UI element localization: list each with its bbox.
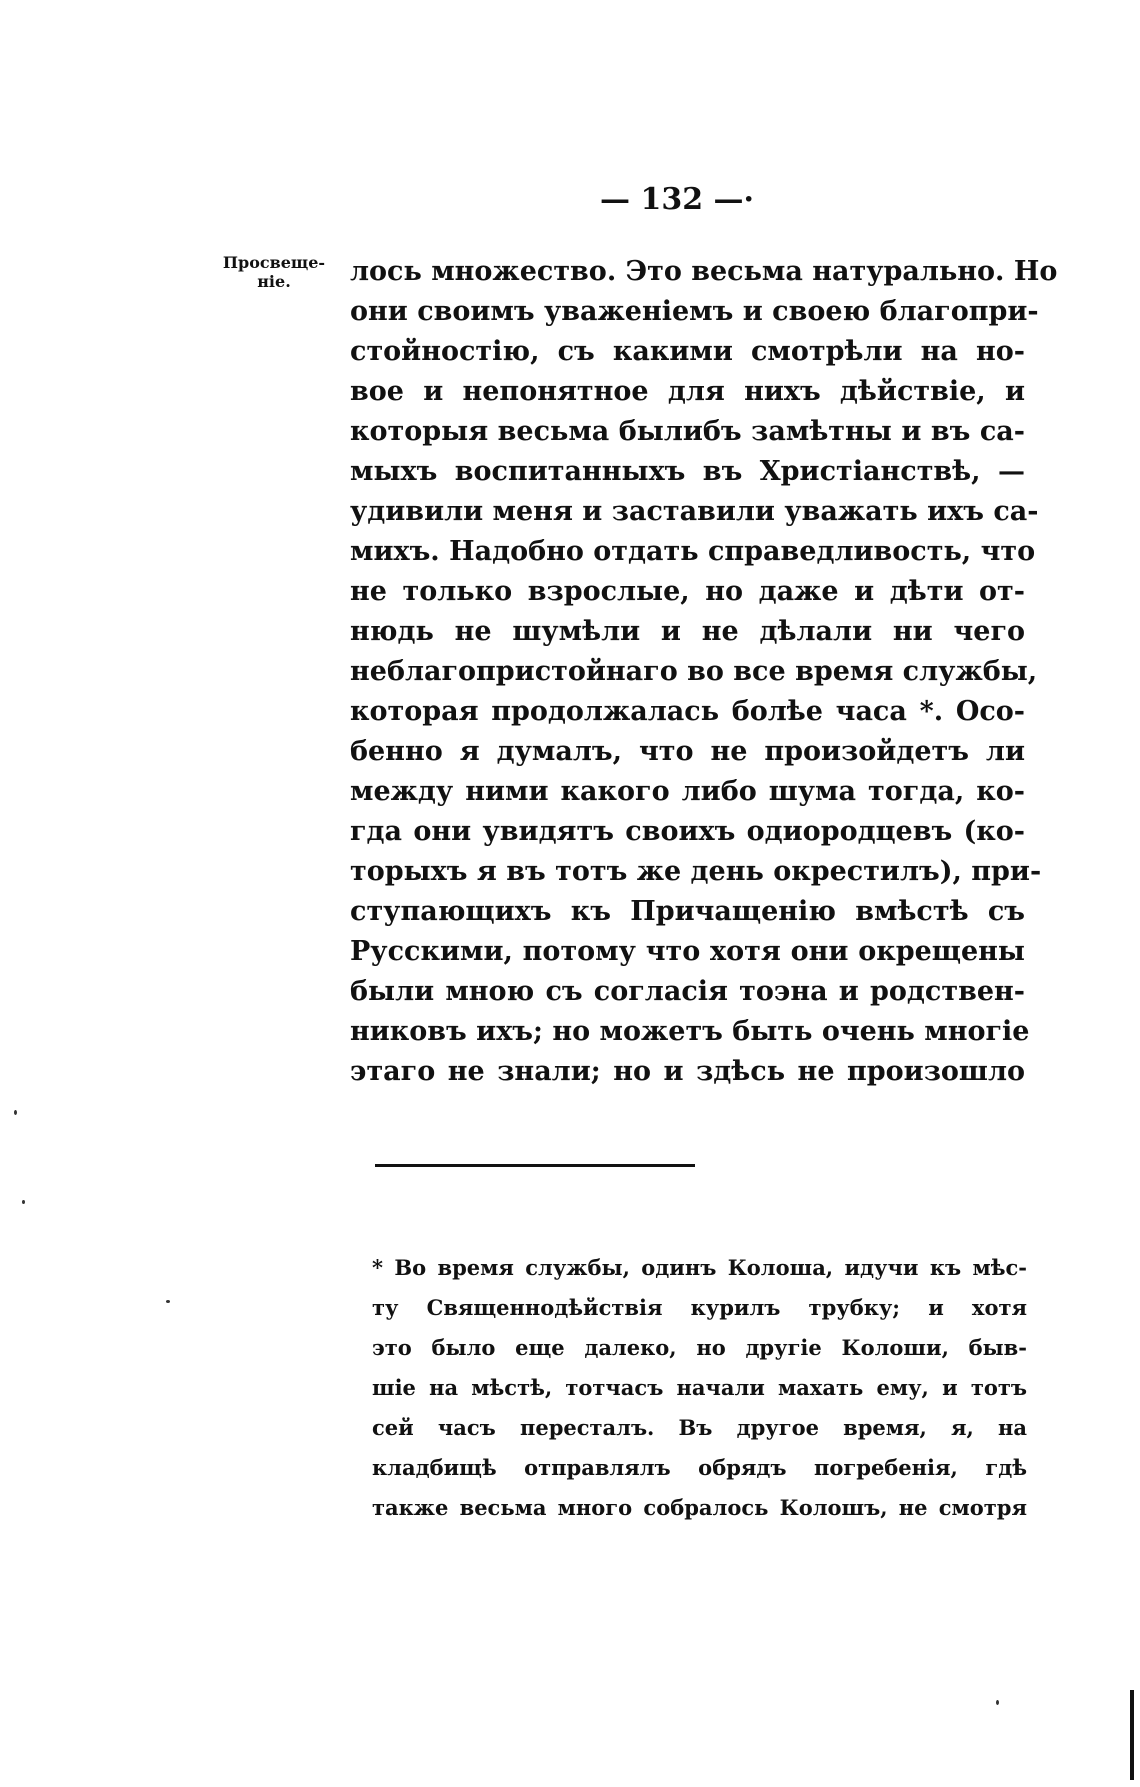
text-line: нюдь не шумѣли и не дѣлали ни чего [350,616,1025,647]
main-text [350,252,1058,1092]
binding-edge-mark [1130,1690,1134,1780]
text-line: ступающихъ къ Причащенію вмѣстѣ съ [350,896,1025,927]
text-line: торыхъ я въ тотъ же день окрестилъ), при- [350,856,1042,887]
text-line: гда они увидятъ своихъ одиородцевъ (ко- [350,816,1025,847]
footnote-line: * Во время службы, одинъ Колоша, идучи къ мѣс- [372,1255,1027,1280]
text-line: не только взрослые, но даже и дѣти от- [350,576,1025,607]
footnote-line: кладбищѣ отправлялъ обрядъ погребенія, гдѣ [372,1455,1027,1480]
marginal-note-line: ніе. [257,272,291,291]
footnote-line: также весьма много собралось Колошъ, не смотря [372,1495,1027,1520]
footnote [372,1248,1027,1528]
footnote-line: шіе на мѣстѣ, тотчасъ начали махать ему, и тотъ [372,1375,1027,1400]
page-number: — 132 —· [600,182,754,217]
text-line: удивили меня и заставили уважать ихъ са- [350,496,1039,527]
marginal-note [215,253,333,291]
text-line: между ними какого либо шума тогда, ко- [350,776,1025,807]
text-line: никовъ ихъ; но можетъ быть очень многіе [350,1016,1030,1047]
text-line: они своимъ уваженіемъ и своею благопри- [350,296,1039,327]
text-line: лось множество. Это весьма натурально. Но [350,256,1058,287]
footnote-line: это было еще далеко, но другіе Колоши, быв- [372,1335,1027,1360]
text-line: стойностію, съ какими смотрѣли на но- [350,336,1025,367]
text-line: бенно я думалъ, что не произойдетъ ли [350,736,1025,767]
text-line: были мною съ согласія тоэна и родствен- [350,976,1025,1007]
footnote-divider [375,1164,695,1167]
footnote-line: ту Священнодѣйствія курилъ трубку; и хотя [372,1295,1027,1320]
text-line: мыхъ воспитанныхъ въ Христіанствѣ, — [350,456,1025,487]
marginal-note-line: Просвеще- [222,253,326,272]
scan-speck [996,1700,999,1705]
text-line: неблагопристойнаго во все время службы, [350,656,1038,687]
footnote-line: сей часъ пересталъ. Въ другое время, я, на [372,1415,1027,1440]
scan-speck [22,1200,25,1204]
text-line: этаго не знали; но и здѣсь не произошло [350,1056,1025,1087]
text-line: вое и непонятное для нихъ дѣйствіе, и [350,376,1025,407]
text-line: которая продолжалась болѣе часа *. Осо- [350,696,1025,727]
text-line: Русскими, потому что хотя они окрещены [350,936,1025,967]
text-line: которыя весьма былибъ замѣтны и въ са- [350,416,1025,447]
scan-speck [166,1300,170,1303]
text-line: михъ. Надобно отдать справедливость, что [350,536,1036,567]
scan-speck [14,1110,17,1115]
